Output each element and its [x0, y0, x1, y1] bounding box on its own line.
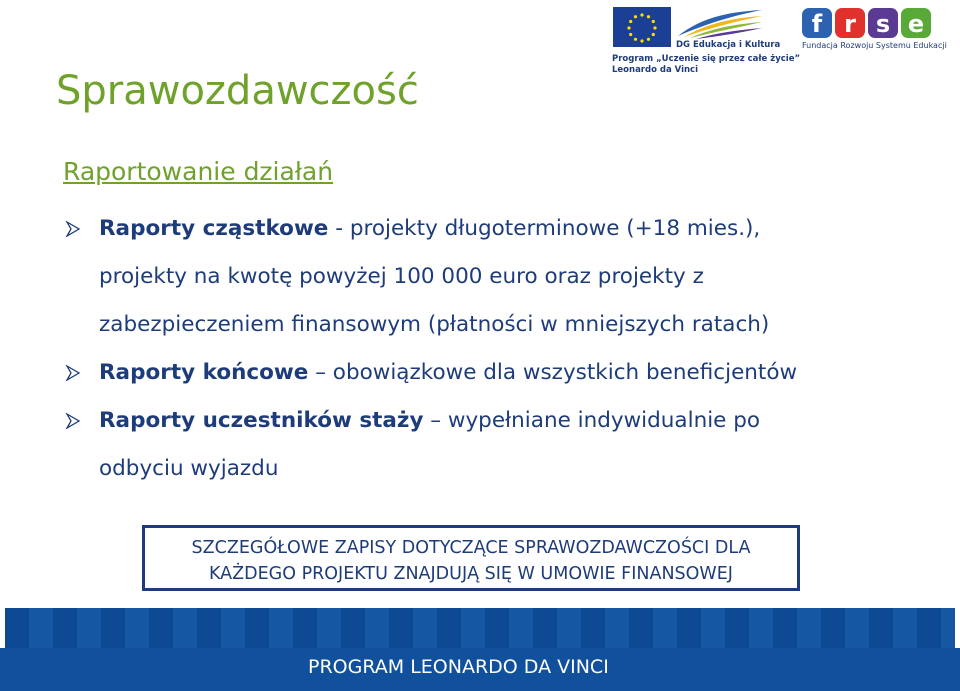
dg-label: DG Edukacja i Kultura [676, 40, 781, 50]
bullet-text: – obowiązkowe dla wszystkich beneficjentów [308, 360, 798, 385]
program-label [612, 54, 800, 76]
frse-subtitle: Fundacja Rozwoju Systemu Edukacji [802, 41, 947, 50]
bullet-bold: Raporty uczestników staży [99, 408, 424, 433]
leonardo-swoosh-icon [676, 6, 764, 40]
svg-text:r: r [844, 10, 856, 38]
note-box [142, 525, 800, 591]
program-line-2: Leonardo da Vinci [612, 65, 699, 75]
bullet-continuation: zabezpieczeniem finansowym (płatności w mniejszych ratach) [99, 312, 770, 337]
bullet-text: - projekty długoterminowe (+18 mies.), [328, 216, 761, 241]
program-line-1: Program „Uczenie się przez całe życie” [612, 54, 801, 64]
svg-text:e: e [907, 10, 925, 38]
bullet-item-final-reports [63, 349, 943, 397]
arrow-bullet-icon [65, 221, 81, 237]
bullet-continuation: odbyciu wyjazdu [99, 456, 279, 481]
header-logos [610, 4, 955, 82]
note-line-2: KAŻDEGO PROJEKTU ZNAJDUJĄ SIĘ W UMOWIE FINANSOWEJ [209, 564, 733, 584]
arrow-bullet-icon [65, 413, 81, 429]
slide-title: Sprawozdawczość [56, 68, 419, 114]
footer-text: PROGRAM LEONARDO DA VINCI [308, 656, 609, 678]
bullet-bold: Raporty cząstkowe [99, 216, 329, 241]
svg-text:f: f [811, 10, 823, 38]
frse-logo-icon [802, 6, 932, 40]
slide-subtitle: Raportowanie działań [63, 157, 334, 186]
bullet-list [63, 205, 943, 493]
svg-text:s: s [875, 10, 891, 38]
bullet-bold: Raporty końcowe [99, 360, 309, 385]
eu-flag-icon [613, 7, 671, 47]
arrow-bullet-icon [65, 365, 81, 381]
note-line-1: SZCZEGÓŁOWE ZAPISY DOTYCZĄCE SPRAWOZDAWCZOŚCI DLA [191, 538, 751, 558]
bullet-continuation: projekty na kwotę powyżej 100 000 euro oraz projekty z [99, 264, 704, 289]
footer-stripes [5, 608, 955, 648]
bullet-item-partial-reports [63, 205, 943, 253]
bullet-item-participant-reports [63, 397, 943, 445]
bullet-text: – wypełniane indywidualnie po [423, 408, 761, 433]
